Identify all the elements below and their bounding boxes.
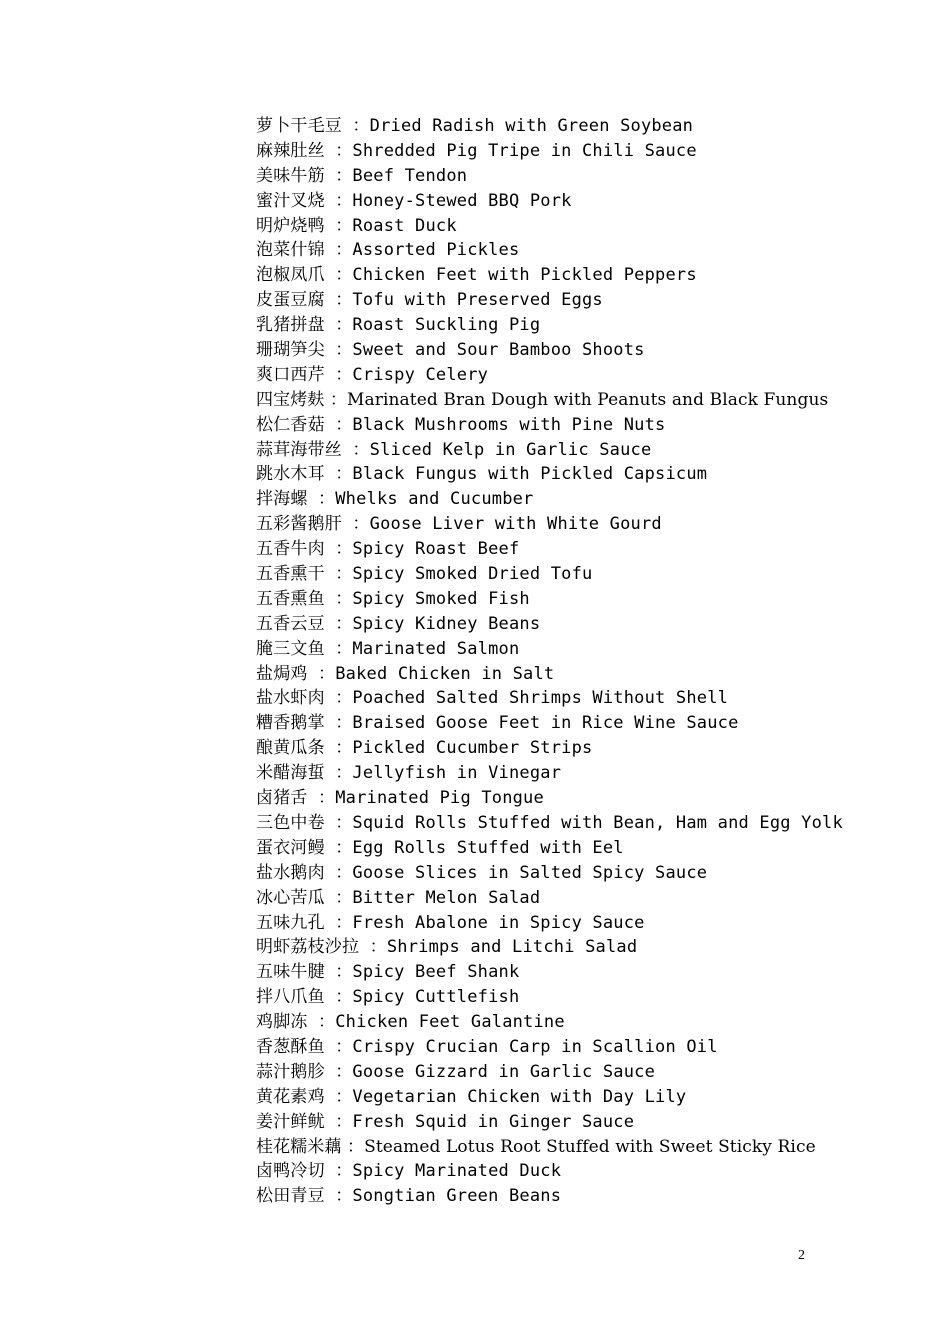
- list-item: 五香熏干 ：Spicy Smoked Dried Tofu: [256, 564, 593, 585]
- list-item: 爽口西芹 ：Crispy Celery: [256, 364, 489, 385]
- list-item: 明虾荔枝沙拉 ：Shrimps and Litchi Salad: [256, 937, 638, 958]
- list-item: 萝卜干毛豆 ：Dried Radish with Green Soybean: [256, 116, 694, 136]
- list-item: 米醋海蜇 ：Jellyfish in Vinegar: [256, 763, 562, 784]
- list-item: 香葱酥鱼 ：Crispy Crucian Carp in Scallion Oil: [256, 1036, 718, 1057]
- list-item: 拌海螺 ：Whelks and Cucumber: [256, 489, 534, 510]
- list-item: 皮蛋豆腐 ：Tofu with Preserved Eggs: [256, 290, 603, 311]
- list-item: 跳水木耳 ：Black Fungus with Pickled Capsicum: [256, 464, 708, 485]
- list-item: 酿黄瓜条 ：Pickled Cucumber Strips: [256, 738, 593, 759]
- list-item: 糟香鹅掌 ：Braised Goose Feet in Rice Wine Sauce: [256, 713, 739, 734]
- page-number: 2: [798, 1248, 805, 1263]
- list-item: 卤猪舌 ：Marinated Pig Tongue: [256, 788, 544, 809]
- list-item: 桂花糯米藕 ：Steamed Lotus Root Stuffed with Sweet Sticky Rice: [256, 1136, 816, 1157]
- list-item: 明炉烧鸭 ：Roast Duck: [256, 215, 457, 236]
- list-item: 美味牛筋 ：Beef Tendon: [256, 165, 468, 186]
- list-item: 蒜茸海带丝 ：Sliced Kelp in Garlic Sauce: [256, 439, 652, 460]
- menu-translation-list: [256, 114, 856, 1209]
- list-item: 盐焗鸡 ：Baked Chicken in Salt: [256, 663, 555, 684]
- list-item: 五味牛腱 ：Spicy Beef Shank: [256, 962, 520, 983]
- list-item: 五彩酱鹅肝 ：Goose Liver with White Gourd: [256, 514, 662, 535]
- list-item: 松田青豆 ：Songtian Green Beans: [256, 1186, 562, 1207]
- list-item: 腌三文鱼 ：Marinated Salmon: [256, 638, 520, 659]
- list-item: 卤鸭冷切 ：Spicy Marinated Duck: [256, 1161, 562, 1182]
- list-item: 姜汁鲜鱿 ：Fresh Squid in Ginger Sauce: [256, 1111, 635, 1132]
- list-item: 五香云豆 ：Spicy Kidney Beans: [256, 613, 541, 634]
- list-item: 鸡脚冻 ：Chicken Feet Galantine: [256, 1012, 565, 1033]
- list-item: 黄花素鸡 ：Vegetarian Chicken with Day Lily: [256, 1086, 687, 1107]
- list-item: 盐水鹅肉 ：Goose Slices in Salted Spicy Sauce: [256, 862, 708, 883]
- list-item: 拌八爪鱼 ：Spicy Cuttlefish: [256, 987, 520, 1008]
- list-item: 盐水虾肉 ：Poached Salted Shrimps Without Shell: [256, 688, 729, 709]
- list-item: 五香牛肉 ：Spicy Roast Beef: [256, 539, 520, 560]
- list-item: 四宝烤麸 ：Marinated Bran Dough with Peanuts and Black Fungus: [256, 389, 829, 410]
- list-item: 松仁香菇 ：Black Mushrooms with Pine Nuts: [256, 414, 666, 435]
- list-item: 三色中卷 ：Squid Rolls Stuffed with Bean, Ham and Egg Yolk: [256, 812, 843, 833]
- list-item: 五香熏鱼 ：Spicy Smoked Fish: [256, 588, 530, 609]
- list-item: 麻辣肚丝 ：Shredded Pig Tripe in Chili Sauce: [256, 140, 697, 161]
- list-item: 五味九孔 ：Fresh Abalone in Spicy Sauce: [256, 912, 645, 933]
- list-item: 蒜汁鹅胗 ：Goose Gizzard in Garlic Sauce: [256, 1061, 656, 1082]
- list-item: 蜜汁叉烧 ：Honey-Stewed BBQ Pork: [256, 190, 572, 211]
- list-item: 泡菜什锦 ：Assorted Pickles: [256, 240, 520, 261]
- list-item: 泡椒凤爪 ：Chicken Feet with Pickled Peppers: [256, 265, 697, 286]
- list-item: 冰心苦瓜 ：Bitter Melon Salad: [256, 887, 541, 908]
- list-item: 蛋衣河鳗 ：Egg Rolls Stuffed with Eel: [256, 837, 624, 858]
- list-item: 乳猪拼盘 ：Roast Suckling Pig: [256, 315, 541, 336]
- list-item: 珊瑚笋尖 ：Sweet and Sour Bamboo Shoots: [256, 340, 645, 361]
